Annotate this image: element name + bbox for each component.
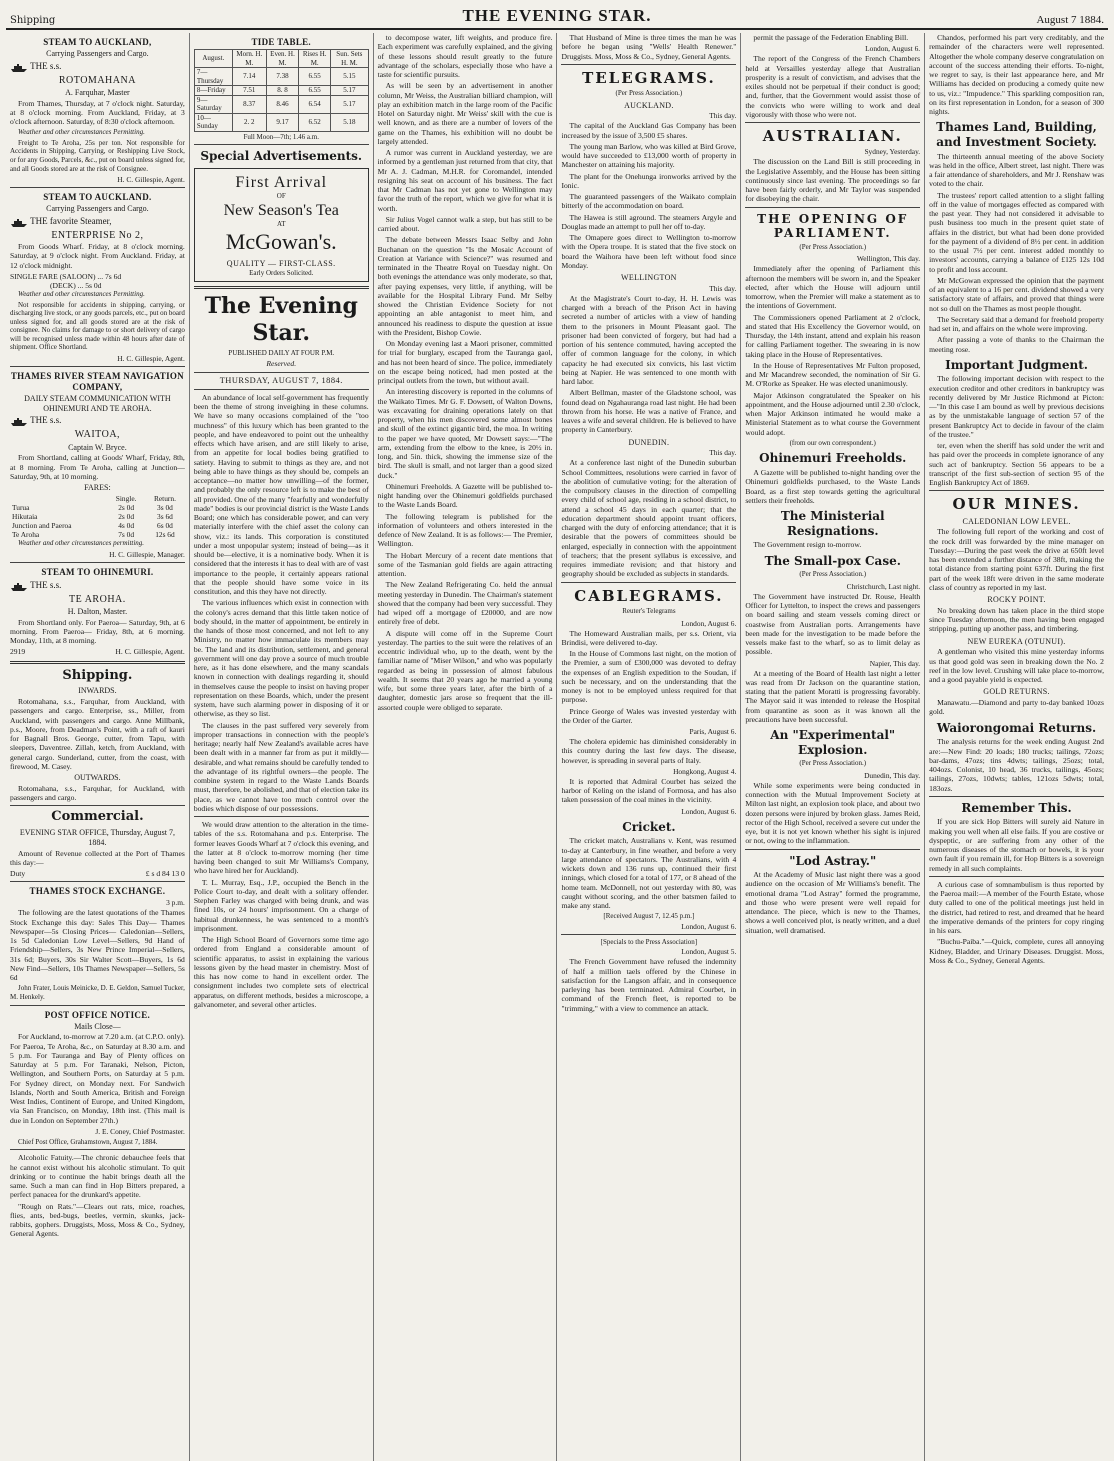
christchurch-date: Christchurch, Last night. xyxy=(846,581,921,591)
article-paragraph: to decompose water, lift weights, and produce fire. Each experiment was carefully explained, and the giving of these lessons should result greatly to the future advantage of the scholars, especially those who have a taste for scientific pursuits. xyxy=(377,33,553,79)
wellington-heading: WELLINGTON xyxy=(621,273,677,283)
ship-prefix: THE s.s. xyxy=(30,579,62,590)
fares-row xyxy=(10,521,185,530)
fares-cell: Hikutaia xyxy=(12,511,38,521)
opening-parliament-heading: THE OPENING OF PARLIAMENT. xyxy=(757,211,909,241)
issue-date: THURSDAY, AUGUST 7, 1884. xyxy=(219,375,343,385)
ship-name: TE AROHA. xyxy=(69,593,126,605)
hop-bitters-ad: If you are sick Hop Bitters will surely aid Nature in making you well when all else fails. If you are costive or dyspeptic, or are suffering from any other of the numerous diseases of the stomach or bowels, it is your own fault if you remain ill, for Hop Bitters is a sovereign remedy in all such complaints. xyxy=(929,817,1104,873)
tide-cell: 5.17 xyxy=(331,95,369,113)
commercial-heading: Commercial. xyxy=(51,809,144,825)
column-2 xyxy=(190,33,374,1461)
news-paragraph: A curious case of somnambulism is thus reported by the Paeroa mail:—A member of the Fourth Estate, whose duty called to one of the political meetings just held in the district, had retired to rest, and dreamed that he heard the imperative demands of the printers for copy ringing in his ears. xyxy=(929,879,1104,936)
opening-sub: (Per Press Association.) xyxy=(799,242,867,251)
duty-label: Duty xyxy=(10,869,26,879)
divider xyxy=(745,849,920,850)
moon-phase: Full Moon—7th; 1.46 a.m. xyxy=(243,132,319,141)
ad-at: AT xyxy=(276,220,286,229)
dunedin-date: Dunedin, This day. xyxy=(864,770,921,780)
tide-cell: 8.46 xyxy=(266,95,299,113)
tide-cell: 10—Sunday xyxy=(194,113,232,131)
news-paragraph: The Commissioners opened Parliament at 2 o'clock, and stated that His Excellency the Governor would, on Thursday, the 14th instant, attend and explain his reason for calling Parliament together. The swearing in is now taking place in the House of Representatives. xyxy=(745,312,921,359)
news-paragraph: The following important decision with respect to the execution creditor and other creditors in bankruptcy was recently delivered by Mr Justice Richmond at Picton:—"In this case I am bound as well by previous decisions as by the unmistakable language of section 57 of the present Bankruptcy Act to decide in favour of the claim of the trustee." xyxy=(929,374,1104,439)
ship-ad-waitoa xyxy=(10,415,185,427)
tide-cell: 7.51 xyxy=(232,86,266,96)
shipping-heading: Shipping. xyxy=(62,667,133,683)
sydney-date: Sydney, Yesterday. xyxy=(864,147,921,157)
article-paragraph: As will be seen by an advertisement in another column, Mr Weiss, the Australian billiard champion, will play an exhibition match in the large room of the Pacific Hotel on Saturday night. Mr Weiss' skill with the cue is well known, and as there are a number of lovers of the game on the Thames, his exhibition will no doubt be largely attended. xyxy=(377,81,553,146)
column-1 xyxy=(6,33,190,1461)
divider xyxy=(561,934,736,935)
tide-row xyxy=(194,86,368,96)
news-paragraph: While some experiments were being conducted in connection with the Mutual Improvement Society at Milton last night, an explosion took place, and about two dozen persons were injured by broken glass. James Reid, rector of the High School, received a severe cut under the eye, but it is not yet known whether his sight is injured or not, owing to the inflammation. xyxy=(745,780,921,846)
ship-master: H. Dalton, Master. xyxy=(67,606,128,616)
weather-note: Weather and other circumstances permitting. xyxy=(18,539,145,548)
divider xyxy=(745,122,920,123)
columns xyxy=(6,33,1108,1461)
steam-auckland-sub-2: Carrying Passengers and Cargo. xyxy=(46,204,149,214)
divider xyxy=(10,805,185,806)
news-paragraph: Mr McGowan expressed the opinion that the payment of an equivalent to a 16 per cent. dividend showed a very satisfactory state of affairs, and proved that things were not so dull on the Thames as most people thought. xyxy=(929,275,1104,313)
ad-first-arrival: First Arrival xyxy=(235,173,328,191)
weather-note: Weather and other circumstances Permitting. xyxy=(18,290,145,299)
news-paragraph: The following full report of the working and cost of the rock drill was forwarded by the mine manager on Tuesday:—During the past week the drive at 650ft level has been extended a further distance of 38ft, making the total distance from starting point 637ft. During the first part of the week 18ft were driven in the same moderate class of country as reported in my last. xyxy=(929,527,1104,592)
column-6 xyxy=(925,33,1108,1461)
tide-header-cell: Rises H. M. xyxy=(299,49,331,67)
news-paragraph: The Government resign to-morrow. xyxy=(753,540,862,550)
divider xyxy=(10,366,185,367)
news-paragraph: The plant for the Onehunga ironworks arrived by the Ionic. xyxy=(561,171,737,190)
caledonian-heading: CALEDONIAN LOW LEVEL. xyxy=(962,516,1071,526)
smallpox-heading: The Small-pox Case. xyxy=(764,553,901,568)
divider xyxy=(561,64,736,65)
ship-prefix: THE s.s. xyxy=(30,60,62,71)
fares-row xyxy=(10,530,185,539)
outwards-text: Rotomahana, s.s., Farquhar, for Auckland, with passengers and cargo. xyxy=(10,783,185,803)
divider xyxy=(194,144,369,145)
dunedin-date: This day. xyxy=(709,448,737,458)
tide-cell: 6.55 xyxy=(299,68,331,86)
ad-of: OF xyxy=(276,192,286,201)
cablegrams-heading: CABLEGRAMS. xyxy=(574,586,724,605)
cricket-heading: Cricket. xyxy=(622,819,676,834)
weather-note: Weather and other circumstances Permitting. xyxy=(18,128,145,137)
london-date: London, August 5. xyxy=(681,947,737,957)
news-paragraph: The Omapere goes direct to Wellington to-morrow with the Opera troupe. It is stated that the five stock on board the Waihora have been left without food since Monday. xyxy=(561,233,737,270)
fares-header-cell: Return. xyxy=(153,493,176,503)
fares-header-row xyxy=(10,494,185,503)
masthead-left: Shipping xyxy=(10,15,56,26)
tide-cell: 7—Thursday xyxy=(194,68,232,86)
news-paragraph: At the Magistrate's Court to-day, H. H. Lewis was charged with a breach of the Prison Act in having secreted a number of articles with a view of handing them to the prisoners in Mount Pleasant gaol. The prisoner had been convicted of forgery, but had had a portion of his sentence commuted, having accepted the offer of common language for the colony, in which capacity he had executed six convicts, his last victim being at Napier. He was sentenced to one month with hard labor. xyxy=(561,293,737,387)
tide-cell: 6.55 xyxy=(299,86,331,96)
special-ads-heading: Special Advertisements. xyxy=(200,149,363,164)
tide-cell: 5.15 xyxy=(331,68,369,86)
news-paragraph: The cricket match, Australians v. Kent, was resumed to-day at Canterbury, in fine weather, and before a very large attendance of spectators. The Australians, with 4 wickets down and 136 runs up, continued their first innings, which closed for a total of 177, or 8 ahead of the home team. McDonnell, not out yesterday with 80, was caught without scoring, and the other batsmen failed to make any stand. xyxy=(561,836,737,910)
news-paragraph: In the House of Commons last night, on the motion of the Premier, a sum of £300,000 was devoted to defray the expenses of an English expedition to the Soudan, if such be necessary, and on the understanding that the money is not to be employed unless required for that purpose. xyxy=(561,649,737,705)
fare-deck: (DECK) ... 5s 0d xyxy=(50,281,102,290)
masthead xyxy=(6,4,1108,30)
masthead-date: August 7 1884. xyxy=(1036,14,1104,26)
tide-cell: 5.17 xyxy=(331,86,369,96)
ad-new-season-tea: New Season's Tea xyxy=(223,201,339,219)
lod-astray-heading: "Lod Astray." xyxy=(789,853,877,868)
exchange-title: THAMES STOCK EXCHANGE. xyxy=(29,886,166,897)
auckland-heading: AUCKLAND. xyxy=(624,100,674,110)
steamship-icon xyxy=(10,580,28,592)
dunedin-heading: DUNEDIN. xyxy=(628,437,670,447)
cablegrams-sub: Reuter's Telegrams xyxy=(622,606,676,615)
news-paragraph: The French Government have refused the indemnity of half a million taels offered by the Chinese in satisfaction for the Langson affair, and in consequence parleying has been terminated. Admiral Courbet, in command of the French fleet, is reported to be "trimming," with a view to commence an attack. xyxy=(561,957,737,1013)
exchange-text: The following are the latest quotations of the Thames Stock Exchange this day: Sales This Day— Thames Newspaper—5s Closing Prices— Caledonian—Sellers, 1s 5d Caledonian Low Level—Sellers, 9d Hand of Friendship—Sellers, 3s New Prince Imperial—Sellers, 31s 6d; Buyers, 30s Sir Walter Scott—Buyers, 1s 6d New Find—Sellers, 10s Thames Newspaper—Sellers, 5s 6d xyxy=(10,908,185,983)
notice-text: Freight to Te Aroha, 25s per ton. Not responsible for Accidents in Shipping, Carrying, or Reshipping Live Stock, or for any Goods, Parcels, &c., put on board unless signed for, and all Goods stored are at the risk of Consignee. xyxy=(10,138,185,173)
news-paragraph: In the House of Representatives Mr Fulton proposed, and Mr Macandrew seconded, the nomination of Sir G. M. O'Rorke as Speaker. He was elected unanimously. xyxy=(745,360,921,389)
exchange-time: 3 p.m. xyxy=(166,898,185,908)
tide-header-cell: August. xyxy=(194,49,232,67)
news-paragraph: No breaking down has taken place in the third stope since Tuesday afternoon, the men having been engaged stripping, putting up another pass, and timbering. xyxy=(929,605,1104,634)
london-date: London, August 6. xyxy=(681,618,737,628)
schedule-text: From Shortland, calling at Goods' Wharf, Friday, 8th, at 8 morning. From Te Aroha, calling at Junction— Saturday, 9th, at 10 morning. xyxy=(10,453,185,481)
london-date: London, August 6. xyxy=(865,44,921,54)
telegrams-sub: (Per Press Association.) xyxy=(615,89,683,98)
tide-cell: 9—Saturday xyxy=(194,95,232,113)
thames-river-title: THAMES RIVER STEAM NAVIGATION COMPANY, xyxy=(10,371,184,392)
article-paragraph: Ohinemuri Freeholds. A Gazette will be published to-night handing over the Ohinemuri goldfields purchased to the Waste Lands Board. xyxy=(377,481,553,510)
divider xyxy=(10,661,185,664)
inwards-label: INWARDS. xyxy=(78,686,117,696)
fares-cell: Turua xyxy=(12,502,30,512)
tide-table xyxy=(194,49,369,132)
publication-note: PUBLISHED DAILY AT FOUR P.M. xyxy=(228,348,335,357)
tide-header-cell: Even. H. M. xyxy=(266,49,299,67)
daily-steam-title: DAILY STEAM COMMUNICATION WITH OHINEMURI AND TE AROHA. xyxy=(24,393,171,413)
resignations-heading: The Ministerial Resignations. xyxy=(780,509,885,538)
received-note: [Received August 7, 12.45 p.m.] xyxy=(603,912,695,921)
steam-auckland-title: STEAM TO AUCKLAND, xyxy=(43,37,152,47)
manager-signature: H. C. Gillespie, Manager. xyxy=(109,549,185,559)
fares-cell: Junction and Paeroa xyxy=(12,520,72,530)
paris-date: Paris, August 6. xyxy=(689,727,737,737)
news-paragraph: permit the passage of the Federation Enabling Bill. xyxy=(753,33,909,42)
steam-auckland-sub: Carrying Passengers and Cargo. xyxy=(46,48,149,58)
schedule-text: From Shortland only. For Paeroa— Saturday, 9th, at 6 morning. From Paeroa— Friday, 8th, at 6 morning. Monday, 11th, at 8 morning. xyxy=(10,617,185,645)
divider xyxy=(194,389,369,390)
gold-returns-heading: GOLD RETURNS. xyxy=(983,687,1050,697)
column-4 xyxy=(557,33,741,1461)
waiorongomai-heading: Waiorongomai Returns. xyxy=(936,720,1097,735)
fares-header-cell: Single. xyxy=(115,493,137,503)
article-paragraph: A dispute will come off in the Supreme Court yesterday. The parties to the suit were the relatives of an eccentric individual who, up to the death, went by the familiar name of "Miser Wilson," and who was popularly regarded as being in possession of almost fabulous wealth. It seems that 20 years ago he married a young wife, but some three years later, after the birth of a daughter, domestic jars arose so frequent that the ill-assorted couple were obliged to separate. xyxy=(377,628,553,712)
smallpox-sub: (Per Press Association.) xyxy=(799,570,867,579)
divider xyxy=(194,286,369,289)
newspaper-nameplate: The Evening Star. xyxy=(204,293,358,346)
schedule-text: From Thames, Thursday, at 7 o'clock night. Saturday, at 8 o'clock morning. From Auckland, Friday, at 3 o'clock afternoon. Saturday, of 8:30 o'clock afternoon. xyxy=(10,98,185,127)
tide-cell: 9.17 xyxy=(266,113,299,131)
steamship-icon xyxy=(10,61,28,73)
revenue-text: Amount of Revenue collected at the Port of Thames this day:— xyxy=(10,848,185,867)
news-paragraph: Albert Bellman, master of the Gladstone school, was found dead on Ngahauranga road last night. He had been thrown from his horse. He was a native of France, and leaves a wife and several children. He is believed to have property in Canterbury. xyxy=(561,388,737,435)
divider xyxy=(10,562,185,563)
steamship-icon xyxy=(10,415,28,427)
fares-cell: 2s 0d xyxy=(118,502,135,512)
duty-line xyxy=(10,869,185,878)
ship-ad-rotomahana xyxy=(10,61,185,73)
our-mines-heading: OUR MINES. xyxy=(952,495,1081,514)
fares-cell: 3s 0d xyxy=(157,502,173,512)
divider xyxy=(10,1005,185,1006)
news-paragraph: The analysis returns for the week ending August 2nd are:—New Find: 20 loads; 180 trucks; tailings, 72ozs; bar-dams, 47ozs; tins 4dwts; tailings, 25ozs; total, 404ozs. Colonist, 10 head, 36 trucks, tailings, 45ozs; tailings, 27ozs, 10dwts; tables, 121ozs 5dwts; total, 183ozs. xyxy=(929,737,1104,793)
divider xyxy=(561,582,736,583)
tide-cell: 2. 2 xyxy=(232,113,266,131)
fares-row xyxy=(10,512,185,521)
news-paragraph: The thirteenth annual meeting of the above Society was held in the office, Albert street, last night. There was a fair attendance of shareholders, and Mr J. Renshaw was voted to the chair. xyxy=(929,151,1104,189)
fares-cell: 6s 0d xyxy=(157,520,173,530)
australian-heading: AUSTRALIAN. xyxy=(762,127,903,146)
divider xyxy=(745,207,920,208)
tide-header-row xyxy=(194,49,368,67)
column-3 xyxy=(374,33,558,1461)
fare-saloon: SINGLE FARE (SALOON) ... 7s 6d xyxy=(10,271,122,281)
ship-prefix: THE s.s. xyxy=(30,415,62,426)
tide-header-cell: Sun. Sets H. M. xyxy=(331,49,369,67)
article-paragraph: On Monday evening last a Maori prisoner, committed for trial for burglary, escaped from the Tauranga gaol, and has not been heard of since. The police, immediately on the escape being noticed, had men posted at the principal outlets from the town, but without avail. xyxy=(377,339,553,385)
fares-cell: 12s 6d xyxy=(155,530,175,539)
tide-row xyxy=(194,68,368,86)
ad-quality: QUALITY — FIRST-CLASS. xyxy=(226,258,336,268)
news-paragraph: The Secretary said that a demand for freehold property had set in, and affairs on the whole were improving. xyxy=(929,314,1104,333)
article-paragraph: The debate between Messrs Isaac Selby and John Buchanan on the question "Is the Mosaic Account of Creation at Variance with Science?" was resumed and terminated in the Theatre Royal on Tuesday night. On both evenings the attendance was only moderate, so that, after paying expenses, very little, if anything, will be available for the Hospital Library Fund. Mr Selby showed the Christian Evidence Society for not appointing an able antagonist to meet him, and announced his readiness to dispute the question at issue with the President, Bishop Cowie. xyxy=(377,235,553,337)
tide-cell: 7.38 xyxy=(266,68,299,86)
ship-master: Captain W. Bryce. xyxy=(68,442,127,452)
outwards-label: OUTWARDS. xyxy=(74,773,121,783)
tide-cell: 6.54 xyxy=(299,95,331,113)
auckland-date: This day. xyxy=(709,111,737,121)
tide-table-title: TIDE TABLE. xyxy=(251,37,311,47)
steam-ohinemuri-title: STEAM TO OHINEMURI. xyxy=(41,566,154,577)
divider xyxy=(194,816,369,817)
tea-advertisement xyxy=(194,168,369,282)
news-paragraph: At the Academy of Music last night there was a good audience on the occasion of Mr Williams's benefit. The emotional drama "Lod Astray" formed the programme, and those who were present were well repaid for attendance. The piece, which is new to the Thames, shows a well conceived plot, is neatly written, and a duel situation, well dramatised. xyxy=(745,870,921,935)
london-date: London, August 6. xyxy=(681,921,737,931)
news-paragraph: Manawatu.—Diamond and party to-day banked 10ozs gold. xyxy=(929,698,1104,717)
agent-signature: H. C. Gillespie, Agent. xyxy=(117,175,185,185)
fares-cell: Te Aroha xyxy=(12,530,40,539)
news-paragraph: The discussion on the Land Bill is still proceeding in the Legislative Assembly, and the House has been sitting continuously since last evening. The proceedings so far have been fairly orderly, and Mr Taylor was suspended for disobeying the chair. xyxy=(745,157,921,204)
office-dateline: EVENING STAR OFFICE, Thursday, August 7, 1884. xyxy=(19,828,175,847)
news-paragraph: A Gazette will be published to-night handing over the Ohinemuri goldfields purchased, to the Waste Lands Board, as a first step towards getting the agricultural settlers their freeholds. xyxy=(745,468,921,505)
fares-cell: 2s 0d xyxy=(118,511,135,521)
own-correspondent-note: (from our own correspondent.) xyxy=(789,438,876,447)
news-paragraph: A gentleman who visited this mine yesterday informs us that good gold was seen in breaking down the No. 2 reef in the low level. Crushing will take place to-morrow, and a good payable yield is expected. xyxy=(929,647,1104,685)
post-office-date: Chief Post Office, Grahamstown, August 7, 1884. xyxy=(18,1137,158,1146)
post-office-text: For Auckland, to-morrow at 7.20 a.m. (at C.P.O. only). For Paeroa, Te Aroha, &c., on Saturday at 8.30 a.m. and 5 p.m. For Tauranga and Bay of Plenty offices on Saturday at 5 p.m. For Taranaki, Nelson, Picton, Wellington, and Southern Ports, on Saturday at 5 p.m. For Sydney direct, on Monday next. For Sandwich Islands, North and South America, British and Foreign West Indies, Continent of Europe, and United Kingdom, via San Francisco, on Monday, 18th inst. (This mail is due in London on September 27th.) xyxy=(10,1032,185,1125)
explosion-sub: (Per Press Association.) xyxy=(799,759,867,768)
divider xyxy=(10,881,185,882)
schedule-text: From Goods Wharf. Friday, at 8 o'clock morning. Saturday, at 9 o'clock night. From Auckland. Friday, at 12 o'clock midnight. xyxy=(10,242,185,270)
article-paragraph: An interesting discovery is reported in the columns of the Waikato Times. Mr G. F. Dowsett, of Walton Downs, was excavating for draining operations lately on that property, when his men discovered some almost bones and skull of the extinct gigantic bird, the moa. In writing to the paper we have quoted, Mr Dowsett says:—"The arm, extending from the elbow to the knee, is 20½ in. long, and 5in. thick, showing the immense size of the bird. The skull is small, and not larger than a good sized duck." xyxy=(377,387,553,480)
london-date: London, August 6. xyxy=(681,806,737,816)
fares-row xyxy=(10,503,185,512)
news-paragraph: The guaranteed passengers of the Waikato complain bitterly of the accommodation on board. xyxy=(561,192,737,211)
thames-land-heading: Thames Land, Building, and Investment Society. xyxy=(936,120,1097,149)
duty-amount: £ s d 84 13 0 xyxy=(145,869,185,879)
news-paragraph: The Government have instructed Dr. Rouse, Health Officer for Lyttelton, to inspect the crews and passengers on board sailing and steam vessels coming direct or coastwise from Australian ports. Arrangements have been made for the investigation to be made before the vessels make fast to the wharf, so as to limit delay as possible. xyxy=(745,591,921,657)
tide-cell: 8. 8 xyxy=(266,86,299,96)
masthead-title: THE EVENING STAR. xyxy=(462,6,652,25)
ohinemuri-heading: Ohinemuri Freeholds. xyxy=(759,451,907,466)
remember-heading: Remember This. xyxy=(961,800,1072,815)
rough-on-rats-ad: "Rough on Rats."—Clears out rats, mice, roaches, flies, ants, bed-bugs, beetles, vermin, skunks, jack-rabbits, gophers. Druggists, Moss, Moss & Co., Sydney, General Agents. xyxy=(10,1201,185,1239)
tide-cell: 7.14 xyxy=(232,68,266,86)
article-paragraph: The various influences which exist in connection with the colony's acres demand that this little taken notice of body should, in the matter of appointment, be entirely in the hands of those most concerned, and not left to any Ministry, no matter how immaculate its members may be. The land and its distribution, settlement, and general government will one day prove a source of much trouble here, as it has done elsewhere, and the many scandals known in connection with dealings regarding it, should in themselves cause the people to insist on having proper representation on these Boards, which, under the present system, have such alarming power in disposing of it or otherwise, as they so list. xyxy=(193,598,369,719)
article-paragraph: The New Zealand Refrigerating Co. held the annual meeting yesterday in Dunedin. The Chairman's statement showed that the company had been very successful. They had wiped off a mortgage of £20000, and are now entirely free of debt. xyxy=(377,580,553,627)
advertisement-text: That Husband of Mine is three times the man he was before he began using "Wells' Health Renewer." Druggists. Moss, Moss & Co., Sydney, General Agents. xyxy=(561,33,737,61)
wellington-date: This day. xyxy=(709,283,737,293)
news-paragraph: Immediately after the opening of Parliament this afternoon the members will be sworn in, and the Speaker elected, after which the House will adjourn until tomorrow, when the Premier will make a statement as to the intentions of Government. xyxy=(745,264,921,311)
rocky-point-heading: ROCKY POINT. xyxy=(987,595,1046,605)
ship-name: ENTERPRISE No 2, xyxy=(51,229,144,241)
specials-heading: [Specials to the Press Association] xyxy=(600,937,698,946)
notice-text: Not responsible for accidents in shipping, carrying, or discharging live stock, or any goods parcels, etc., put on board unless signed for, and all goods stored are at the risk of consignee. No claims for damage to or short delivery of cargo will be recognised unless made within 48 hours after date of shipment. Office Shortland. xyxy=(10,300,185,352)
agent-signature: H. C. Gillespie, Agent. xyxy=(117,353,185,363)
article-paragraph: We would draw attention to the alteration in the time-tables of the s.s. Rotomahana and p.s. Enterprise. The former leaves Goods Wharf at 7 o'clock this evening, and the latter at 8 o'clock to-morrow morning (her time having been changed to suit Mr Williams's Company, who have hired her for Auckland). xyxy=(193,820,369,876)
fares-cell: 7s 0d xyxy=(118,530,135,539)
exchange-names: John Frater, Louis Meinicke, D. E. Geldon, Samuel Tucker, M. Henkely. xyxy=(10,984,185,1001)
hop-bitters-ad: Alcoholic Fatuity.—The chronic debauchee feels that he cannot exist without his alcoholic stimulant. To quit drinking or to continue the habit brings death all the same. Such a man can find in Hop Bitters prepared, a perfect panacea for the drunkard's appetite. xyxy=(10,1153,185,1200)
news-paragraph: At a meeting of the Board of Health last night a letter was read from Dr Jackson on the quarantine station, stating that the patient Moratti is progressing favorably. The Mayor said it was intended to release the Hospital from quarantine as soon as it was known all the precautions have been successful. xyxy=(745,668,921,724)
divider xyxy=(194,372,369,373)
divider xyxy=(10,1149,185,1150)
article-paragraph: The following telegram is published for the information of volunteers and others interested in the defence of New Zealand. It is as follows:— The Premier, Wellington. xyxy=(377,511,553,549)
ad-mcgowans: McGowan's. xyxy=(225,229,337,254)
steamship-icon xyxy=(10,216,28,228)
tide-cell: 8.37 xyxy=(232,95,266,113)
buchu-paiba-ad: "Buchu-Paiba."—Quick, complete, cures all annoying Kidney, Bladder, and Urinary Diseases. Druggist. Moss, Moss & Co., Sydney, General Agents. xyxy=(929,937,1104,965)
news-paragraph: It is reported that Admiral Courbet has seized the harbor of Keling on the island of Formosa, and has also taken possession of the coal mines in the vicinity. xyxy=(561,776,737,805)
article-paragraph: The clauses in the past suffered very severely from improper transactions in connection with the people's heritage; nearly half New Zealand's available acres have been dealt with in a manner far from as put it mildly—desirable, and what remains should be carefully tended to the advantage of its rightful owners—the people. The combine system in regard to the Waste Lands Boards must, therefore, be abolished, and that of election take its place, as we cannot have too much control over the bodies which dispose of our possessions. xyxy=(193,720,369,813)
ad-footer xyxy=(10,647,185,656)
divider xyxy=(929,796,1104,797)
column-5 xyxy=(741,33,925,1461)
postmaster-signature: J. E. Coney, Chief Postmaster. xyxy=(95,1126,185,1136)
fares-header-cell xyxy=(10,494,107,503)
reserved-note: Reserved. xyxy=(266,359,297,369)
news-paragraph: The Hawea is still aground. The steamers Argyle and Douglas made an attempt to pull her off to-day. xyxy=(561,212,737,231)
fares-cell: 3s 6d xyxy=(157,511,173,521)
news-paragraph: At a conference last night of the Dunedin suburban School Committees, resolutions were carried in favor of the abolition of cumulative voting; for the alteration of the compulsory clauses in the direction of compelling every child of school age, residing in a school district, to attend a school 45 days in each quarter; that the education department should appoint truant officers, charged with the duty of enforcing attendance; that it is desirable that the powers of committees should be enlarged, especially in connection with the appointment of teachers; that the present syllabus is excessive, and requires immediate revision; and that history and geography should be excluded as subjects in standards. xyxy=(561,458,737,579)
tide-row xyxy=(194,95,368,113)
divider xyxy=(10,187,185,188)
article-paragraph: An abundance of local self-government has frequently been the theme of strong inveighing in these columns. We have so many occasions complained of the "too muchness" of this luxury which has been granted to the people, and have endeavored to point out the unhealthy effects which have arisen, and are still likely to arise, from an appetite for local bodies being gratified to satiety. Having to submit to things as they are, and not being able to have things as they should be, compels an acceptance—no matter how unwilling—of the former, and probably the only resource left is to make the best of all provided. One of the many "fearfully and wonderfully made" bodies is our provincial district is the Waste Lands Board; one which has considerable power, and can very materially interfere with the chief asset the colony can show, viz.: its lands. This corporation is constituted under a most unpopular system; instead of being—as it should be—elective, it is a nominative body. When it is considered that the interests it has to deal with are of vast importance to the people, it certainly appears rational that the people should have some voice in its constitution, and this they have not directly. xyxy=(193,392,369,597)
article-paragraph: A rumor was current in Auckland yesterday, we are informed by a gentleman just returned from that city, that Mr A. J. Cadman, M.H.R. for Coromandel, intended resigning his seat on account of his business. The fact that Mr Cadman has not yet gone to Wellington may favor the truth of the report, which we give for what it is worth. xyxy=(377,148,553,213)
ship-name: ROTOMAHANA xyxy=(58,74,136,86)
agent-signature: H. C. Gillespie, Agent. xyxy=(115,647,185,657)
article-paragraph: The High School Board of Governors some time ago ordered from England a considerable amount of scientific apparatus, to assist in explaining the various lessons given by the head master in chemistry. Most of this has now come to hand in excellent order. The consignment includes two complete sets of electrical apparatus, on different methods, besides a microscope, a galvanometer, and several other articles. xyxy=(193,935,369,1009)
news-paragraph: The Homeward Australian mails, per s.s. Orient, via Brindisi, were delivered to-day. xyxy=(561,628,737,647)
news-paragraph: Prince George of Wales was invested yesterday with the Order of the Garter. xyxy=(561,706,737,725)
ship-name: WAITOA, xyxy=(74,429,121,441)
news-paragraph: The report of the Congress of the French Chambers held at Versailles yesterday allege that Australian prosperity is a result of convictism, and advises that the exiles should not be perpetual if their conduct is good; and, further, that the Government would assist those of the convicts who were willing to work and deal vigorously with those who were not. xyxy=(745,54,921,119)
ship-ad-te-aroha xyxy=(10,580,185,592)
ship-prefix: THE favorite Steamer, xyxy=(30,215,112,226)
fares-title: FARES: xyxy=(84,483,111,493)
fares-cell: 4s 0d xyxy=(118,520,135,530)
telegrams-heading: TELEGRAMS. xyxy=(582,68,716,87)
mails-close-label: Mails Close— xyxy=(74,1021,121,1031)
ad-number: 2919 xyxy=(10,647,26,657)
divider xyxy=(929,876,1104,877)
news-paragraph: The cholera epidemic has diminished considerably in this country during the last few days. The disease, however, is spreading in several parts of Italy. xyxy=(561,737,737,765)
article-paragraph: Sir Julius Vogel cannot walk a step, but has still to be carried about. xyxy=(377,214,553,233)
ship-ad-enterprise xyxy=(10,216,185,228)
tide-cell: 5.18 xyxy=(331,113,369,131)
article-paragraph: T. L. Murray, Esq., J.P., occupied the Bench in the Police Court to-day, and dealt with a solitary offender. Stephen Farley was charged with being drunk, and was fined 10s, or 24 hours' imprisonment. On a charge of habitual drunkenness, he was sentenced to a month's imprisonment. xyxy=(193,877,369,933)
inwards-text: Rotomahana, s.s., Farquhar, from Auckland, with passengers and cargo. Enterprise, ss., Miller, from Auckland, with passengers and cargo. Anne Millbank, p.s., Moore, from Deadman's Point, with a raft of kauri for Bagnall Bros. George, cutter, from Tapu, with sleepers, Daventree. Zillah, ketch, from Auckland, with general cargo. Sunderland, cutter, from the coast, with firewood, M. Casey. xyxy=(10,697,185,771)
napier-date: Napier, This day. xyxy=(869,658,921,668)
post-office-title: POST OFFICE NOTICE. xyxy=(44,1009,151,1020)
fares-table xyxy=(10,494,185,539)
steam-auckland-title-2: STEAM TO AUCKLAND. xyxy=(43,192,152,203)
news-paragraph: The young man Barlow, who was killed at Bird Grove, would have succeeded to £13,000 worth of property in Manchester on attaining his majority. xyxy=(561,141,737,170)
tide-header-cell: Morn. H. M. xyxy=(232,49,266,67)
explosion-heading: An "Experimental" Explosion. xyxy=(770,728,896,757)
news-paragraph: Major Atkinson congratulated the Speaker on his appointment, and the House adjourned until 2.30 o'clock, when Major Atkinson intimated he would make a Ministerial Statement as to what course the Government would adopt. xyxy=(745,390,921,437)
ship-master: A. Farquhar, Master xyxy=(65,87,130,97)
article-paragraph: The Hobart Mercury of a recent date mentions that some of the Tasmanian gold fields are again attracting attention. xyxy=(377,550,553,578)
news-paragraph: The trustees' report called attention to a slight falling off in the value of mortgages effected as compared with the past year. They had not considered it advisable to push business too much in the present quiet state of affairs in the district, but what had been done provided for the payment of a dividend of 8½ per cent. in addition to the usual 7½ per cent. interest added monthly to investors' accounts, carrying a balance of £125 12s 10d to profit and loss account. xyxy=(929,190,1104,274)
new-eureka-heading: NEW EUREKA (OTUNUI). xyxy=(967,636,1066,646)
news-paragraph: After passing a vote of thanks to the Chairman the meeting rose. xyxy=(929,335,1104,354)
tide-row xyxy=(194,113,368,131)
tide-cell: 6.52 xyxy=(299,113,331,131)
tide-cell: 8—Friday xyxy=(194,86,232,96)
news-paragraph: ter, even when the sheriff has sold under the writ and has paid over the proceeds in complete ignorance of any such act of bankruptcy. Section 56 appears to be a transcript of the first sub-section of section 95 of the English Bankruptcy Act of 1869. xyxy=(929,441,1104,488)
news-paragraph: The capital of the Auckland Gas Company has been increased by the issue of 3,500 £5 shares. xyxy=(561,121,737,140)
divider xyxy=(929,490,1104,491)
ad-orders: Early Orders Solicited. xyxy=(249,268,314,277)
opening-date: Wellington, This day. xyxy=(856,254,921,264)
news-paragraph: Chandos, performed his part very creditably, and the remainder of the characters were well represented. Altogether the whole company deserve congratulation on account of the success attending their efforts. To-night, we regret to say, is their last appearance here, and Mr Williams has decided on producing a comedy quite new to us, viz.: "Impudence." This sparkling composition ran, on its first representation in London, for a season of 300 nights. xyxy=(929,33,1104,116)
hongkong-date: Hongkong, August 4. xyxy=(673,766,737,776)
judgment-heading: Important Judgment. xyxy=(945,357,1088,372)
